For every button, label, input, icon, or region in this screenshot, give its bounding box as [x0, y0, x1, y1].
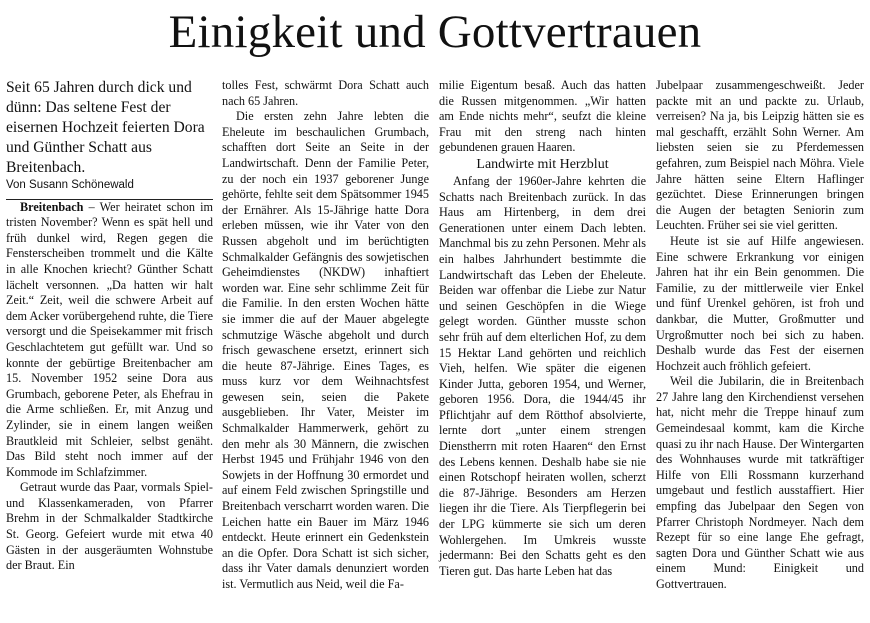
headline: Einigkeit und Gottvertrauen: [168, 6, 702, 58]
paragraph: [6, 200, 213, 481]
paragraph: Die ersten zehn Jahre lebten die Eheleute im beschaulichen Grumbach, schafften dort Seite an Seite in der Landwirtschaft. Denn der Familie Peter, zu der noch ein 1937 geborener Junge gehörte, fehlte seit dem Spätsommer 1945 der Ernährer. Als 15-Jährige hatte Dora erleben müssen, wie ihr Vater von den Russen abgeholt und im berüchtigten Schmalkalder Gefängnis des sowjetischen Geheimdienstes (NKDW) inhaftiert worden war. Eine sehr schlimme Zeit für die Familie. In den ersten Wochen hätte sie immer die auf der Mauer abgelegte schmutzige Wäsche abgeholt und durch frisch gewaschene ersetzt, erinnert sich die heute 87-Jährige. Eines Tages, es muss kurz vor dem Weihnachtsfest gewesen sein, seien die Pakete ausgeblieben. Ihr Vater, Meister im Schmalkalder Hammerwerk, gehört zu den mehr als 30 Männern, die zwischen Herbst 1945 und Frühjahr 1946 von den Sowjets in der Hoffnung 30 ermordet und auf einem Feld zwischen Springstille und Breitenbach verscharrt worden waren. Die Leichen hatte ein Bauer im März 1946 entdeckt. Heute erinnert ein Gedenkstein an die Opfer. Dora Schatt ist sich sicher, dass ihr Vater damals denunziert worden ist. Vermutlich aus Neid, weil die Fa-: [222, 109, 429, 591]
column-3: [439, 78, 646, 579]
column-2: [222, 78, 429, 593]
paragraph: Getraut wurde das Paar, vormals Spiel- und Klassenkameraden, von Pfarrer Brehm in der Schmalkalder Stadtkirche St. Georg. Gefeiert wurde mit etwa 40 Gästen in der ausgeräumten Wohnstube der Braut. Ein: [6, 480, 213, 573]
byline: Von Susann Schönewald: [6, 178, 213, 200]
dateline: Breitenbach: [20, 199, 84, 214]
paragraph: Weil die Jubilarin, die in Breitenbach 27 Jahre lang den Kirchendienst versehen hat, nicht mehr die Treppe hinauf zum Gemeindesaal kommt, kam die Kirche quasi zu ihr nach Hause. Der Wintergarten des Wohnhauses wurde mit tatkräftiger Hilfe von Elli Rossmann kurzerhand umgebaut und festlich ausstaffiert. Hier empfing das Jubelpaar den Segen von Pfarrer Christoph Nordmeyer. Nach dem Rezept für so eine lange Ehe gefragt, sagten Dora und Günther Schatt wie aus einem Mund: Einigkeit und Gottvertrauen.: [656, 374, 864, 591]
paragraph-text: – Wer heiratet schon im tristen November? Wenn es spät hell und früh dunkel wird, Regen gegen die Fensterscheiben trommelt und die Kälte in alle Knochen kriecht? Günther Schatt lächelt versonnen. „Da hatten wir halt Zeit.“ Zeit, weil die schwere Arbeit auf dem Acker vorübergehend ruhte, die Tiere versorgt und die Speisekammer mit frisch Geschlachtetem gut gefüllt war. Und so konnte der gebürtige Breitenbacher am 15. November 1952 seine Dora aus Grumbach, geborene Peter, als Ehefrau in die Arme schließen. Er, mit Anzug und Zylinder, sie in einem langen weißen Brautkleid mit Schleier, selbst genäht. Das Bild steht noch immer auf der Kommode im Schlafzimmer.: [6, 199, 213, 479]
section-heading: Landwirte mit Herzblut: [476, 156, 609, 172]
column-1: [6, 78, 213, 574]
paragraph: milie Eigentum besaß. Auch das hatten die Russen mitgenommen. „Wir hatten am Ende nichts mehr“, seufzt die kleine Frau mit den streng nach hinten gebundenen grauen Haaren.: [439, 78, 646, 155]
subheadline: Seit 65 Jahren durch dick und dünn: Das seltene Fest der eisernen Hochzeit feierten Dora und Günther Schatt aus Breitenbach.: [6, 79, 205, 176]
paragraph: tolles Fest, schwärmt Dora Schatt auch nach 65 Jahren.: [222, 78, 429, 108]
paragraph: Heute ist sie auf Hilfe angewiesen. Eine schwere Erkrankung vor einigen Jahren hat ihr ein Bein genommen. Die Familie, zu der mittlerweile vier Enkel und fünf Urenkel gehören, ist froh und dankbar, die Mutter, Großmutter und Urgroßmutter noch bei sich zu haben. Deshalb wurde das Fest der eisernen Hochzeit auch fröhlich gefeiert.: [656, 233, 864, 373]
column-4: [656, 78, 864, 593]
paragraph: Anfang der 1960er-Jahre kehrten die Schatts nach Breitenbach zurück. In das Haus am Hirtenberg, in dem drei Generationen unter einem Dach lebten. Manchmal bis zu zehn Personen. Mehr als ein halbes Jahrhundert bestimmte die Landwirtschaft das Leben der Eheleute. Beiden war offenbar die Liebe zur Natur und seinen Geschöpfen in die Wiege gelegt worden. Günther musste schon sehr früh auf dem elterlichen Hof, zu dem 15 Hektar Land gehörten und reichlich Vieh, helfen. Wie später die eigenen Kinder Jutta, geboren 1954, und Werner, geboren 1956. Dora, die 1944/45 ihr Pflichtjahr auf dem Rötthof absolvierte, lernte dort „unter einem strengen Dienstherrn mit roten Haaren“ den Ernst des Lebens kennen. Deshalb habe sie nie einen Rotschopf heiraten wollen, scherzt die 87-Jährige. Besonders am Herzen liegen ihr die Tiere. Als Tierpflegerin bei der LPG kümmerte sie sich um deren Wohlergehen. Im Umkreis wusste jedermann: Bei den Schatts geht es den Tieren gut. Das harte Leben hat das: [439, 173, 646, 578]
paragraph: Jubelpaar zusammengeschweißt. Jeder packte mit an und packte zu. Urlaub, verreisen? Na ja, bis Leipzig hätten sie es mal geschafft, erzählt Sohn Werner. Am liebsten seien sie zu Pferdemessen gefahren, zum Beispiel nach Möhra. Viele Jahre hätten seine Eltern Haflinger gezüchtet. Diese Erinnerungen bringen die Augen der betagten Seniorin zum Leuchten. Früher sei sie viel geritten.: [656, 78, 864, 233]
